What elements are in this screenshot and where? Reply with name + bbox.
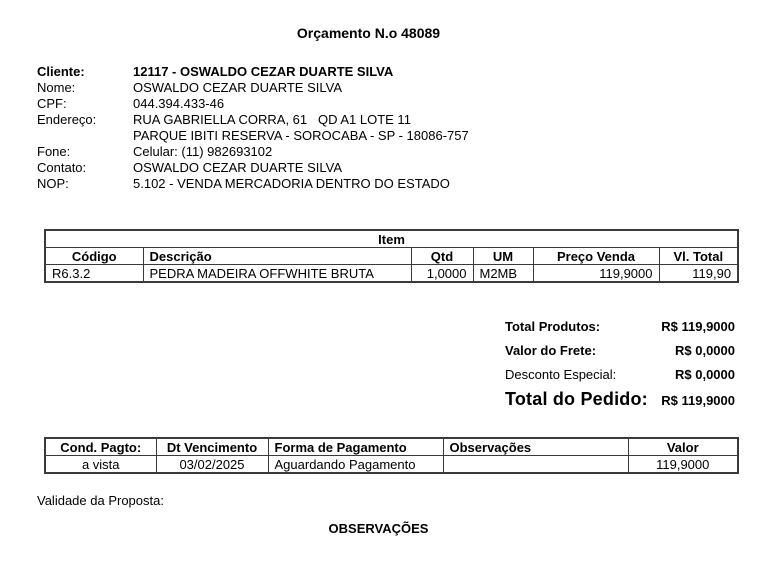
table-row: [45, 265, 738, 283]
client-info-block: [37, 64, 469, 192]
cell-descricao: PEDRA MADEIRA OFFWHITE BRUTA: [143, 265, 411, 283]
client-label: [37, 128, 133, 144]
client-row-nop: [37, 176, 469, 192]
cell-dt-vencimento: 03/02/2025: [156, 456, 268, 474]
total-produtos-value: R$ 119,9000: [661, 319, 735, 334]
payment-table-header-row: [45, 438, 738, 456]
client-label: Endereço:: [37, 112, 97, 127]
client-value: OSWALDO CEZAR DUARTE SILVA: [133, 80, 343, 95]
client-value: Celular: (11) 982693102: [133, 144, 273, 159]
total-pedido-label: Total do Pedido:: [505, 389, 648, 409]
client-label: Contato:: [37, 160, 87, 175]
col-header-valor: Valor: [628, 438, 738, 456]
validity-label: Validade da Proposta:: [37, 493, 164, 508]
cell-valor: 119,9000: [628, 456, 738, 474]
total-pedido-row: [505, 387, 735, 414]
client-label: Fone:: [37, 144, 71, 159]
cell-um: M2MB: [473, 265, 533, 283]
desconto-especial-row: [505, 363, 735, 387]
payment-table: [44, 437, 739, 474]
col-header-observacoes: Observações: [443, 438, 628, 456]
valor-frete-row: [505, 339, 735, 363]
desconto-especial-value: R$ 0,0000: [675, 367, 735, 382]
col-header-codigo: Código: [45, 248, 143, 265]
client-row-nome: [37, 80, 469, 96]
client-label: NOP:: [37, 176, 69, 191]
client-value: 044.394.433-46: [133, 96, 225, 111]
client-label: Cliente:: [37, 64, 85, 79]
client-value: PARQUE IBITI RESERVA - SOROCABA - SP - 18086-757: [133, 128, 469, 143]
valor-frete-value: R$ 0,0000: [675, 343, 735, 358]
client-value: 5.102 - VENDA MERCADORIA DENTRO DO ESTADO: [133, 176, 450, 191]
total-produtos-row: [505, 315, 735, 339]
col-header-qtd: Qtd: [411, 248, 473, 265]
cell-observacoes: [443, 456, 628, 474]
client-value: 12117 - OSWALDO CEZAR DUARTE SILVA: [133, 64, 394, 79]
col-header-descricao: Descrição: [143, 248, 411, 265]
item-table-header-row: [45, 248, 738, 265]
desconto-especial-label: Desconto Especial:: [505, 367, 617, 382]
client-label: CPF:: [37, 96, 67, 111]
totals-block: [505, 315, 735, 414]
client-row-endereco-2: [37, 128, 469, 144]
cell-codigo: R6.3.2: [45, 265, 143, 283]
observations-title: OBSERVAÇÕES: [328, 521, 429, 536]
client-row-endereco: [37, 112, 469, 128]
item-table-group-header-row: [45, 230, 738, 248]
client-row-cliente: [37, 64, 469, 80]
col-header-preco-venda: Preço Venda: [533, 248, 659, 265]
item-table-group-header: Item: [45, 230, 738, 248]
col-header-cond-pagto: Cond. Pagto:: [45, 438, 156, 456]
client-row-fone: [37, 144, 469, 160]
item-table: [44, 229, 739, 283]
cell-preco-venda: 119,9000: [533, 265, 659, 283]
col-header-dt-vencimento: Dt Vencimento: [156, 438, 268, 456]
cell-vl-total: 119,90: [659, 265, 738, 283]
client-label: Nome:: [37, 80, 76, 95]
cell-qtd: 1,0000: [411, 265, 473, 283]
client-value: OSWALDO CEZAR DUARTE SILVA: [133, 160, 343, 175]
col-header-um: UM: [473, 248, 533, 265]
cell-cond-pagto: a vista: [45, 456, 156, 474]
client-row-contato: [37, 160, 469, 176]
col-header-vl-total: Vl. Total: [659, 248, 738, 265]
valor-frete-label: Valor do Frete:: [505, 343, 597, 358]
total-produtos-label: Total Produtos:: [505, 319, 601, 334]
total-pedido-value: R$ 119,9000: [661, 393, 735, 408]
cell-forma-pagamento: Aguardando Pagamento: [268, 456, 443, 474]
col-header-forma-pagamento: Forma de Pagamento: [268, 438, 443, 456]
client-row-cpf: [37, 96, 469, 112]
client-value: RUA GABRIELLA CORRA, 61 QD A1 LOTE 11: [133, 112, 411, 127]
table-row: [45, 456, 738, 474]
document-title: Orçamento N.o 48089: [296, 25, 441, 41]
